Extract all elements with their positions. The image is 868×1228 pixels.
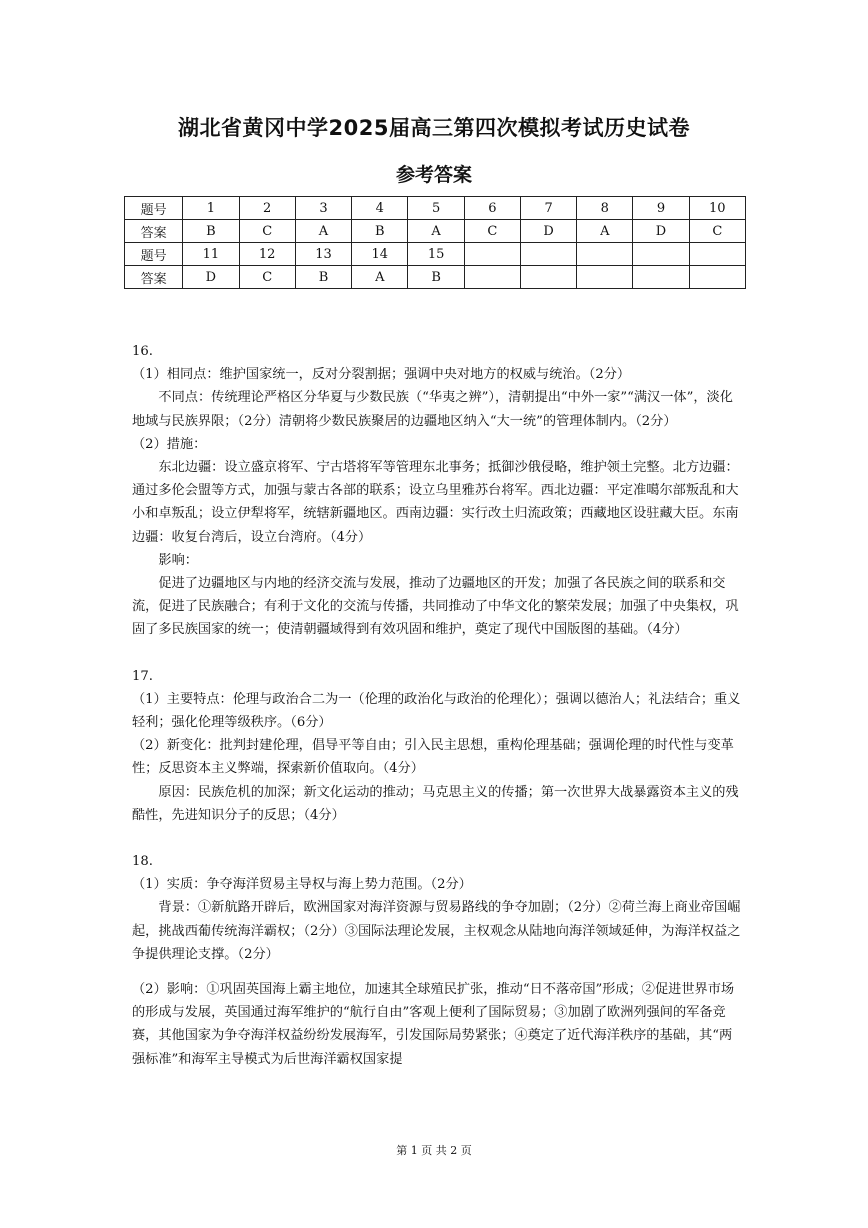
question-17-number: 17. [132, 668, 153, 684]
answer-table-cell [633, 266, 689, 289]
question-16-number: 16. [132, 344, 153, 359]
answer-table-cell [464, 266, 520, 289]
answer-table-cell: A [408, 220, 464, 243]
q16-part2-measures: 东北边疆：设立盛京将军、宁古塔将军等管理东北事务；抵御沙俄侵略，维护领土完整。北方边疆：通过多伦会盟等方式，加强与蒙古各部的联系；设立乌里雅苏台将军。西北边疆：平定准噶尔部叛乱和大小和卓叛乱；设立伊犁将军，统辖新疆地区。西南边疆：实行改土归流政策；西藏地区设驻藏大臣。东南边疆：收复台湾后，设立台湾府。（4分） [132, 460, 739, 545]
answer-table-cell: A [295, 220, 351, 243]
answer-table-row-label: 题号 [125, 197, 183, 220]
answer-table-cell: D [520, 220, 576, 243]
q16-part2-impact: 促进了边疆地区与内地的经济交流与发展，推动了边疆地区的开发；加强了各民族之间的联系和交流，促进了民族融合；有利于文化的交流与传播，共同推动了中华文化的繁荣发展；加强了中央集权，巩固了多民族国家的统一；使清朝疆域得到有效巩固和维护，奠定了现代中国版图的基础。（4分） [132, 576, 739, 638]
q16-part1-difference: 不同点：传统理论严格区分华夏与少数民族（“华夷之辨”），清朝提出“中外一家”“满汉一体”，淡化地域与民族界限；（2分）清朝将少数民族聚居的边疆地区纳入“大一统”的管理体制内。（2分） [132, 390, 733, 429]
answer-table-cell [520, 243, 576, 266]
q18-part2: （2）影响：①巩固英国海上霸主地位，加速其全球殖民扩张，推动“日不落帝国”形成；②促进世界市场的形成与发展，英国通过海军维护的“航行自由”客观上便利了国际贸易；③加剧了欧洲列强间的军备竞赛，其他国家为争夺海洋权益纷纷发展海军，引发国际局势紧张；④奠定了近代海洋秩序的基础，其“两强标准”和海军主导模式为后世海洋霸权国家提 [132, 982, 735, 1067]
answer-body [132, 340, 744, 1071]
q16-part2-measures-label: （2）措施： [132, 436, 207, 452]
page-title: 湖北省黄冈中学2025届高三第四次模拟考试历史试卷 [178, 116, 690, 140]
question-18-number: 18. [132, 854, 153, 870]
answer-table [124, 196, 746, 289]
answer-table-cell: A [577, 220, 633, 243]
answer-table-cell: 4 [352, 197, 408, 220]
answer-table-cell [633, 243, 689, 266]
answer-table-cell [520, 266, 576, 289]
answer-table-cell: A [352, 266, 408, 289]
answer-table-row-label: 答案 [125, 266, 183, 289]
answer-table-row-label: 题号 [125, 243, 183, 266]
answer-table-cell [464, 243, 520, 266]
q16-part1-similarity: （1）相同点：维护国家统一，反对分裂割据；强调中央对地方的权威与统治。（2分） [132, 367, 631, 383]
answer-table-cell: 5 [408, 197, 464, 220]
page-footer: 第 1 页 共 2 页 [396, 1144, 472, 1157]
answer-table-cell: B [408, 266, 464, 289]
page-subtitle: 参考答案 [395, 164, 472, 186]
q16-part2-impact-label: 影响： [158, 552, 198, 568]
answer-table-cell: 15 [408, 243, 464, 266]
answer-table-cell [689, 243, 745, 266]
answer-table-cell [577, 243, 633, 266]
answer-table-cell: 13 [295, 243, 351, 266]
answer-table-cell [689, 266, 745, 289]
answer-table-cell [577, 266, 633, 289]
answer-table-row [125, 243, 746, 266]
answer-table-cell: C [239, 266, 295, 289]
q18-part1-background: 背景：①新航路开辟后，欧洲国家对海洋资源与贸易路线的争夺加剧；（2分）②荷兰海上商业帝国崛起，挑战西葡传统海洋霸权；（2分）③国际法理论发展，主权观念从陆地向海洋领域延伸，为海洋权益之争提供理论支撑。（2分） [132, 900, 741, 962]
answer-table-row [125, 220, 746, 243]
answer-table-cell: 7 [520, 197, 576, 220]
answer-table-cell: 14 [352, 243, 408, 266]
answer-table-cell: 11 [183, 243, 239, 266]
answer-table-cell: 2 [239, 197, 295, 220]
q18-part1: （1）实质：争夺海洋贸易主导权与海上势力范围。（2分） [132, 877, 472, 893]
answer-table-cell: 12 [239, 243, 295, 266]
answer-table-cell: 9 [633, 197, 689, 220]
answer-table-row-label: 答案 [125, 220, 183, 243]
answer-table-cell: B [183, 220, 239, 243]
answer-table-cell: C [689, 220, 745, 243]
answer-table-cell: 3 [295, 197, 351, 220]
answer-table-cell: 6 [464, 197, 520, 220]
answer-table-row [125, 266, 746, 289]
answer-table-cell: B [295, 266, 351, 289]
answer-table-cell: 10 [689, 197, 745, 220]
answer-table-cell: B [352, 220, 408, 243]
answer-table-cell: 1 [183, 197, 239, 220]
answer-table-row [125, 197, 746, 220]
answer-table-cell: 8 [577, 197, 633, 220]
q17-part1: （1）主要特点：伦理与政治合二为一（伦理的政治化与政治的伦理化）；强调以德治人；礼法结合；重义轻利；强化伦理等级秩序。（6分） [132, 691, 741, 731]
answer-table-cell: D [183, 266, 239, 289]
answer-table-cell: C [464, 220, 520, 243]
q17-part2: （2）新变化：批判封建伦理，倡导平等自由；引入民主思想，重构伦理基础；强调伦理的时代性与变革性；反思资本主义弊端，探索新价值取向。（4分） [132, 738, 734, 777]
q17-part2-reason: 原因：民族危机的加深；新文化运动的推动；马克思主义的传播；第一次世界大战暴露资本主义的残酷性，先进知识分子的反思；（4分） [132, 784, 739, 823]
answer-table-cell: D [633, 220, 689, 243]
answer-table-cell: C [239, 220, 295, 243]
